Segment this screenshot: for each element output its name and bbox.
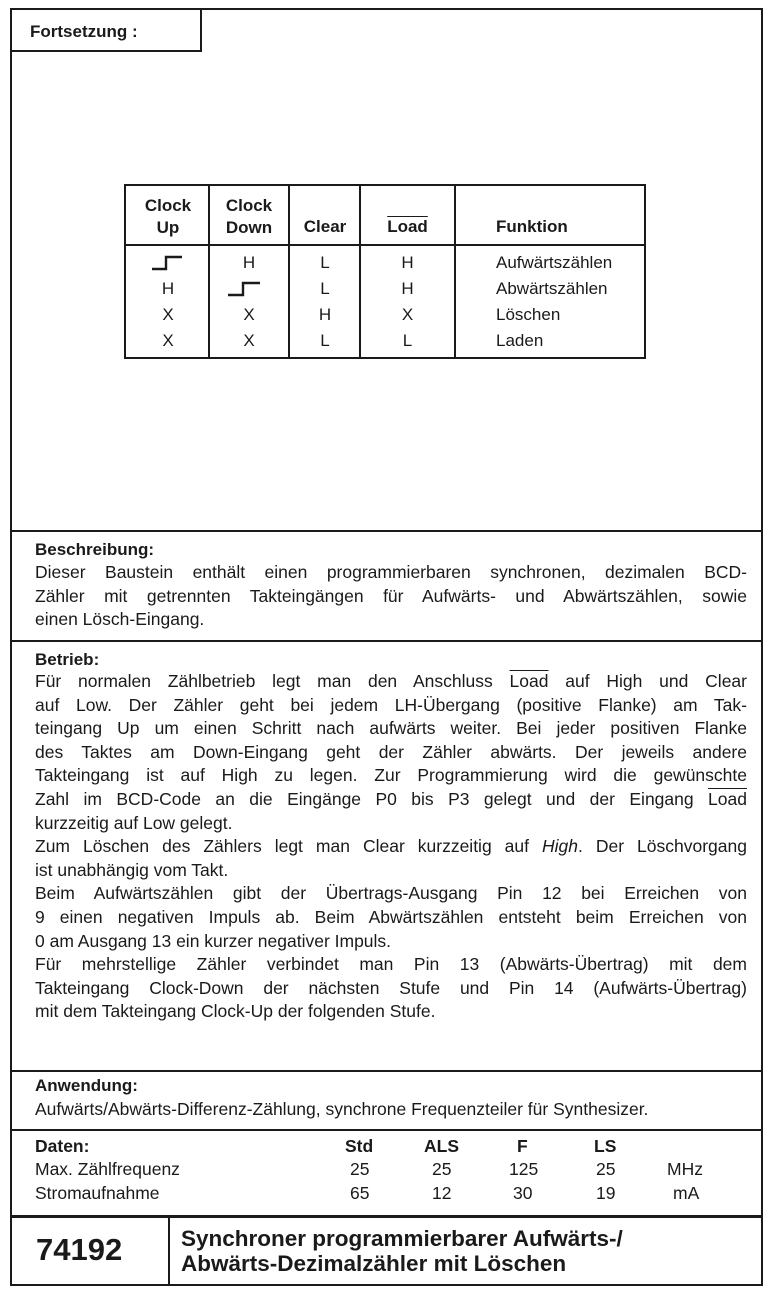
anwendung-text: Aufwärts/Abwärts-Differenz-Zählung, synchrone Frequenzteiler für Synthesizer. (35, 1099, 649, 1119)
daten-col-als: ALS (424, 1136, 459, 1156)
divider (10, 1129, 763, 1131)
col-clear-header: Clear (303, 217, 347, 236)
daten-value: 25 (432, 1159, 452, 1179)
betrieb-text: Für normalen Zählbetrieb legt man den Anschluss Load auf High und Clear auf Low. Der Zähler geht bei jedem LH-Übergang (positive Flanke) am Tak- teingang Up um einen Schritt nach aufwärts weiter. Bei jeder positiven Flanke des Taktes am Down-Eingang geht der Zähler abwärts. Der jeweils andere Takteingang ist auf High zu legen. Zur Programmierung wird die gewünschte Zahl im BCD-Code an die Eingänge P0 bis P3 gelegt und der Eingang Load kurzzeitig auf Low gelegt. Zum Löschen des Zählers legt man Clear kurzzeitig auf High. Der Löschvorgang ist unabhängig vom Takt. Beim Aufwärtszählen gibt der Übertrags-Ausgang Pin 12 bei Erreichen von 9 einen negativen Impuls ab. Beim Abwärtszählen entsteht beim Erreichen von 0 am Ausgang 13 ein kurzer negativer Impuls. Für mehrstellige Zähler verbindet man Pin 13 (Abwärts-Übertrag) mit dem Takteingang Clock-Down der nächsten Stufe und Pin 14 (Aufwärts-Übertrag) mit dem Takteingang Clock-Up der folgenden Stufe. (35, 671, 747, 1022)
daten-value: 30 (513, 1183, 533, 1203)
truth-cell: H (318, 305, 332, 324)
daten-unit: mA (673, 1183, 700, 1203)
truth-function: Abwärtszählen (496, 279, 608, 298)
continuation-tag: Fortsetzung : (10, 8, 202, 52)
divider (10, 530, 763, 532)
anwendung-heading: Anwendung: (35, 1076, 138, 1095)
truth-cell: X (401, 305, 414, 324)
daten-row-label: Max. Zählfrequenz (35, 1159, 180, 1179)
beschreibung-heading: Beschreibung: (35, 540, 155, 559)
truth-cell: H (161, 279, 175, 298)
rising-edge-icon (226, 280, 262, 298)
daten-col-f: F (517, 1136, 528, 1156)
part-number: 74192 (36, 1232, 123, 1267)
daten-row-label: Stromaufnahme (35, 1183, 160, 1203)
rising-edge-icon (150, 254, 184, 272)
betrieb-heading: Betrieb: (35, 650, 100, 669)
col-funktion-header: Funktion (496, 217, 568, 236)
truth-cell: X (243, 331, 255, 350)
truth-function: Aufwärtszählen (496, 253, 613, 272)
footer-divider (168, 1216, 170, 1286)
daten-col-std: Std (345, 1136, 374, 1156)
truth-function: Laden (496, 331, 544, 350)
daten-value: 12 (432, 1183, 452, 1203)
daten-value: 65 (350, 1183, 370, 1203)
divider (10, 1215, 763, 1218)
daten-value: 25 (350, 1159, 370, 1179)
truth-cell: X (162, 305, 174, 324)
part-title: Synchroner programmierbarer Aufwärts-/ Abwärts-Dezimalzähler mit Löschen (181, 1226, 623, 1276)
truth-table (124, 184, 646, 359)
daten-value: 19 (596, 1183, 616, 1203)
daten-unit: MHz (667, 1159, 703, 1179)
truth-cell: H (242, 253, 256, 272)
truth-cell: H (401, 253, 414, 272)
daten-heading: Daten: (35, 1136, 90, 1156)
divider (10, 640, 763, 642)
truth-cell: L (320, 253, 330, 272)
daten-value: 25 (596, 1159, 616, 1179)
truth-cell: H (401, 279, 414, 298)
col-clock-down-header: Clock Down (225, 196, 273, 237)
truth-function: Löschen (496, 305, 561, 324)
truth-cell: L (320, 279, 330, 298)
truth-cell: X (243, 305, 255, 324)
col-load-header: Load (387, 217, 428, 236)
divider (10, 1070, 763, 1072)
beschreibung-text: Dieser Baustein enthält einen programmierbaren synchronen, dezimalen BCD- Zähler mit getrennten Takteingängen für Aufwärts- und Abwärtszählen, sowie einen Lösch-Eingang. (35, 562, 747, 630)
daten-col-ls: LS (594, 1136, 617, 1156)
daten-value: 125 (509, 1159, 539, 1179)
col-clock-up-header: Clock Up (144, 196, 192, 237)
truth-cell: X (162, 331, 174, 350)
truth-cell: L (402, 331, 413, 350)
truth-cell: L (320, 331, 330, 350)
